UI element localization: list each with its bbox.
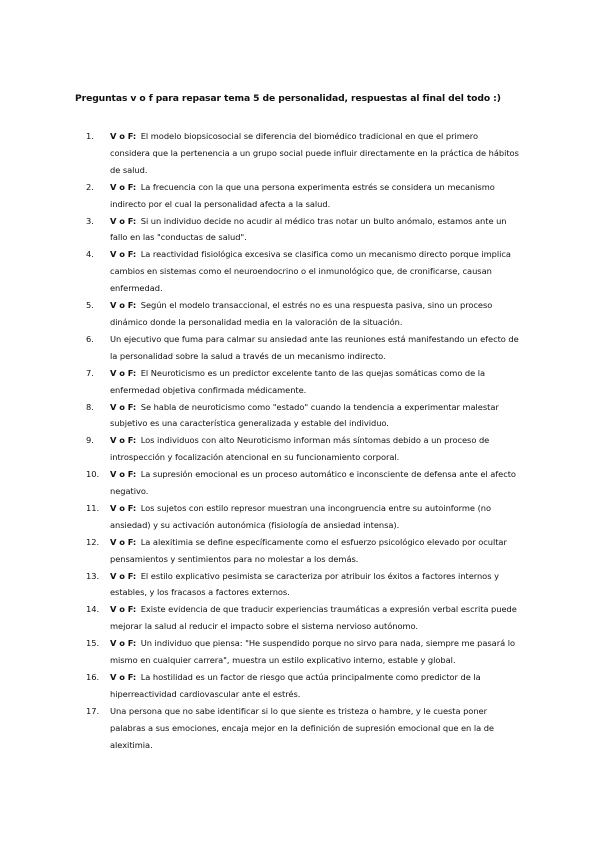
- question-item: [0, 246, 520, 297]
- question-text: Un individuo que piensa: "He suspendido porque no sirvo para nada, siempre me pasará lo mismo en cualquier carrera", muestra un estilo explicativo interno, estable y global.: [110, 638, 515, 666]
- question-text: Una persona que no sabe identificar si lo que siente es tristeza o hambre, y le cuesta poner palabras a sus emociones, encaja mejor en la definición de supresión emocional que en la de alexitimia.: [110, 705, 494, 750]
- question-text: La frecuencia con la que una persona experimenta estrés se considera un mecanismo indirecto por el cual la personalidad afecta a la salud.: [110, 181, 495, 209]
- document-title: Preguntas v o f para repasar tema 5 de personalidad, respuestas al final del todo :): [75, 93, 501, 104]
- question-prefix: V o F:: [110, 638, 137, 649]
- question-text: El estilo explicativo pesimista se caracteriza por atribuir los éxitos a factores internos y estables, y los fracasos a factores externos.: [110, 570, 499, 598]
- question-prefix: V o F:: [110, 502, 137, 513]
- question-text: La alexitimia se define específicamente como el esfuerzo psicológico elevado por ocultar pensamientos y sentimientos para no molestar a los demás.: [110, 536, 507, 564]
- question-item: [0, 297, 520, 331]
- question-item: [0, 128, 520, 179]
- question-number: 14.: [86, 604, 100, 615]
- question-item: [0, 635, 520, 669]
- question-number: 7.: [86, 367, 94, 378]
- question-item: [0, 179, 520, 213]
- question-number: 11.: [86, 502, 100, 513]
- question-prefix: V o F:: [110, 604, 137, 615]
- question-number: 15.: [86, 638, 100, 649]
- question-number: 3.: [86, 215, 94, 226]
- question-number: 2.: [86, 181, 94, 192]
- question-item: [0, 534, 520, 568]
- question-prefix: V o F:: [110, 672, 137, 682]
- question-prefix: V o F:: [110, 249, 137, 260]
- question-text: El Neuroticismo es un predictor excelente tanto de las quejas somáticas como de la enfermedad objetiva confirmada médicamente.: [110, 367, 486, 395]
- question-prefix: V o F:: [110, 215, 137, 226]
- question-prefix: V o F:: [110, 300, 137, 311]
- question-number: 17.: [86, 705, 100, 716]
- question-item: [0, 601, 520, 635]
- question-prefix: V o F:: [110, 469, 137, 480]
- question-item: [0, 466, 520, 500]
- question-number: 4.: [86, 249, 94, 260]
- question-text: Se habla de neuroticismo como "estado" cuando la tendencia a experimentar malestar subjetivo es una característica generalizada y estable del individuo.: [110, 401, 499, 429]
- question-item: [0, 703, 520, 754]
- question-list: [0, 128, 600, 754]
- question-text: Los individuos con alto Neuroticismo informan más síntomas debido a un proceso de introspección y focalización atencional en su funcionamiento corporal.: [110, 435, 490, 463]
- question-item: [0, 432, 520, 466]
- question-text: La hostilidad es un factor de riesgo que actúa principalmente como predictor de la hiperreactividad cardiovascular ante el estrés.: [110, 672, 481, 699]
- question-text: La reactividad fisiológica excesiva se clasifica como un mecanismo directo porque implica cambios en sistemas como el neuroendocrino o el inmunológico que, de cronificarse, causan enfermedad.: [110, 249, 511, 294]
- question-item: [0, 399, 520, 433]
- question-item: [0, 365, 520, 399]
- question-text: La supresión emocional es un proceso automático e inconsciente de defensa ante el afecto negativo.: [110, 469, 516, 497]
- question-text: Existe evidencia de que traducir experiencias traumáticas a expresión verbal escrita puede mejorar la salud al reducir el impacto sobre el sistema nervioso autónomo.: [110, 604, 517, 632]
- question-item: [0, 568, 520, 602]
- question-number: 12.: [86, 536, 100, 547]
- question-text: Los sujetos con estilo represor muestran una incongruencia entre su autoinforme (no ansiedad) y su activación autonómica (fisiología de ansiedad intensa).: [110, 502, 491, 530]
- question-number: 13.: [86, 570, 100, 581]
- question-number: 10.: [86, 469, 100, 480]
- question-prefix: V o F:: [110, 401, 137, 412]
- question-prefix: V o F:: [110, 181, 137, 192]
- question-number: 1.: [86, 131, 94, 141]
- question-item: [0, 213, 520, 247]
- question-item: [0, 331, 520, 365]
- question-number: 5.: [86, 300, 94, 311]
- question-prefix: V o F:: [110, 570, 137, 581]
- question-number: 6.: [86, 333, 94, 344]
- question-number: 8.: [86, 401, 94, 412]
- question-text: El modelo biopsicosocial se diferencia del biomédico tradicional en que el primero considera que la pertenencia a un grupo social puede influir directamente en la práctica de hábitos de salud.: [110, 131, 519, 175]
- question-prefix: V o F:: [110, 131, 137, 141]
- question-number: 16.: [86, 672, 100, 682]
- question-text: Si un individuo decide no acudir al médico tras notar un bulto anómalo, estamos ante un fallo en las "conductas de salud".: [110, 215, 507, 243]
- question-prefix: V o F:: [110, 536, 137, 547]
- question-prefix: V o F:: [110, 435, 137, 446]
- question-text: Un ejecutivo que fuma para calmar su ansiedad ante las reuniones está manifestando un efecto de la personalidad sobre la salud a través de un mecanismo indirecto.: [110, 333, 519, 361]
- question-text: Según el modelo transaccional, el estrés no es una respuesta pasiva, sino un proceso dinámico donde la personalidad media en la valoración de la situación.: [110, 300, 493, 327]
- question-item: [0, 669, 520, 703]
- question-number: 9.: [86, 435, 94, 446]
- question-prefix: V o F:: [110, 367, 137, 378]
- question-item: [0, 500, 520, 534]
